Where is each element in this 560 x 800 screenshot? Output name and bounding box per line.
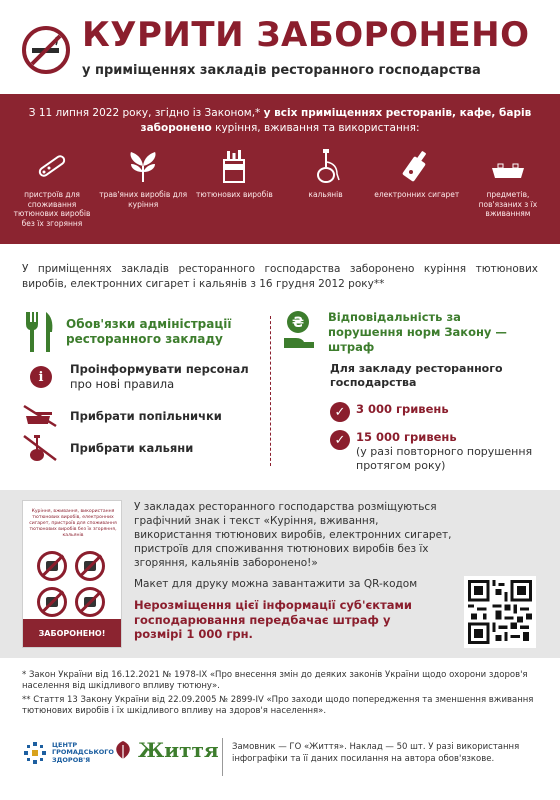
banner-icons xyxy=(8,146,552,228)
banner-item-tobacco xyxy=(190,146,278,228)
fork-knife-icon xyxy=(22,310,58,354)
banner-text-bold: у всіх приміщеннях ресторанів, кафе, барів заборонено xyxy=(140,107,532,134)
cgz-logo xyxy=(22,740,114,766)
signage-text: У закладах ресторанного господарства розміщуються графічний знак і текст «Куріння, вживання, використання тютюнових виробів, електронних сигарет, пристроїв для споживання тютюнових виробів без їх згоряння, кальянів заборонено!» xyxy=(134,501,452,569)
hookah-icon xyxy=(282,146,370,186)
banner-item-hookah xyxy=(282,146,370,228)
task-hookahs xyxy=(22,434,193,462)
check-icon: ✓ xyxy=(330,430,350,450)
herbal-leaf-icon xyxy=(99,146,187,186)
banner-item-label: тютюнових виробів xyxy=(196,190,273,199)
banner-item-label: електронних сигарет xyxy=(374,190,460,199)
banner-text-tail: куріння, вживання та використання: xyxy=(215,122,420,134)
banner-item-label: пристроїв для споживання тютюнових виробів без їх згоряння xyxy=(13,190,91,228)
zhyttia-logo xyxy=(112,738,219,762)
cgz-label: ЦЕНТР ГРОМАДСЬКОГО ЗДОРОВ'Я xyxy=(52,740,114,764)
fine-repeat xyxy=(330,430,536,473)
page-subtitle: у приміщеннях закладів ресторанного господарства xyxy=(82,63,481,78)
footer xyxy=(0,730,560,790)
check-icon: ✓ xyxy=(330,402,350,422)
task-hookahs-label: Прибрати кальяни xyxy=(70,440,194,455)
hand-money-icon xyxy=(282,310,318,354)
qr-caption: Макет для друку можна завантажити за QR-кодом xyxy=(134,578,418,590)
no-ecig-icon xyxy=(75,551,105,581)
intro-text: У приміщеннях закладів ресторанного господарства заборонено куріння тютюнових виробів, електронних сигарет і кальянів з 16 грудня 2012 року** xyxy=(22,263,538,290)
page-title: КУРИТИ ЗАБОРОНЕНО xyxy=(82,15,530,55)
duties-title: Обов'язки адміністрації ресторанного закладу xyxy=(66,317,232,346)
qr-code[interactable] xyxy=(464,576,536,648)
signage-warning: Нерозміщення цієї інформації суб'єктами господарювання передбачає штраф у розмірі 1 000 грн. xyxy=(134,598,412,641)
footnote-2: ** Стаття 13 Закону України від 22.09.2005 № 2899-IV «Про заходи щодо попередження та зменшення вживання тютюнових виробів і їх шкідливого впливу на здоров'я населення». xyxy=(22,695,534,716)
ban-banner xyxy=(0,94,560,244)
cgz-logo-icon xyxy=(22,740,48,766)
banner-item-accessories xyxy=(464,146,552,228)
footer-divider xyxy=(222,738,223,776)
cigarette-pack-icon xyxy=(190,146,278,186)
banner-item-ecig xyxy=(373,146,461,228)
no-heated-tobacco-icon xyxy=(37,587,67,617)
poster-text: Куріння, вживання, використання тютюнових виробів, електронних сигарет, пристроїв для споживання тютюнових виробів без їх згоряння, кальянів xyxy=(29,509,117,538)
poster-footer: ЗАБОРОНЕНО! xyxy=(23,619,121,647)
zhyttia-label: Життя xyxy=(138,738,219,762)
responsibility-title: Відповідальність за порушення норм Закону — штраф xyxy=(328,310,507,354)
svg-text:₴: ₴ xyxy=(291,315,305,331)
task-inform-normal: про нові правила xyxy=(70,377,175,391)
ashtray-icon xyxy=(22,404,58,428)
banner-text xyxy=(20,106,540,136)
footnotes xyxy=(22,670,542,720)
banner-item-label: трав'яних виробів для куріння xyxy=(99,190,188,209)
task-inform xyxy=(22,362,260,392)
header xyxy=(0,0,560,94)
task-ashtrays-label: Прибрати попільнички xyxy=(70,408,222,423)
info-icon: i xyxy=(30,366,52,388)
footer-text: Замовник — ГО «Життя». Наклад — 50 шт. У разі використання інфографіки та її даних посилання на автора обов'язкове. xyxy=(232,742,520,764)
accessories-icon xyxy=(464,146,552,186)
no-hookah-icon xyxy=(75,587,105,617)
footnote-1: * Закон України від 16.12.2021 № 1978-IX «Про внесення змін до деяких законів України щодо охорони здоров'я населення від шкідливого впливу тютюну». xyxy=(22,670,528,691)
leaf-icon xyxy=(112,739,134,761)
hookah-icon xyxy=(22,434,58,462)
column-divider xyxy=(270,316,271,466)
no-smoking-icon xyxy=(37,551,67,581)
fine-first xyxy=(330,402,449,422)
responsibility-heading xyxy=(282,310,528,355)
poster-icons xyxy=(37,551,109,617)
duties-heading xyxy=(22,310,256,354)
signage-section xyxy=(0,490,560,658)
fine-repeat-amount: 15 000 гривень xyxy=(356,430,457,444)
heated-tobacco-device-icon xyxy=(8,146,96,186)
banner-item-heated-tobacco xyxy=(8,146,96,228)
task-ashtrays xyxy=(22,404,222,428)
e-cigarette-icon xyxy=(373,146,461,186)
banner-item-label: предметів, пов'язаних з їх вживанням xyxy=(478,190,538,218)
banner-text-normal: З 11 липня 2022 року, згідно із Законом,* xyxy=(28,107,261,119)
no-smoking-icon xyxy=(22,26,70,74)
banner-item-label: кальянів xyxy=(308,190,343,199)
task-inform-bold: Проінформувати персонал xyxy=(70,362,249,376)
responsibility-for-label: Для закладу ресторанного господарства xyxy=(330,362,503,389)
poster-preview xyxy=(22,500,122,648)
banner-item-herbal xyxy=(99,146,187,228)
fine-first-amount: 3 000 гривень xyxy=(356,402,449,416)
fine-repeat-note: (у разі повторного порушення протягом року) xyxy=(356,445,533,472)
